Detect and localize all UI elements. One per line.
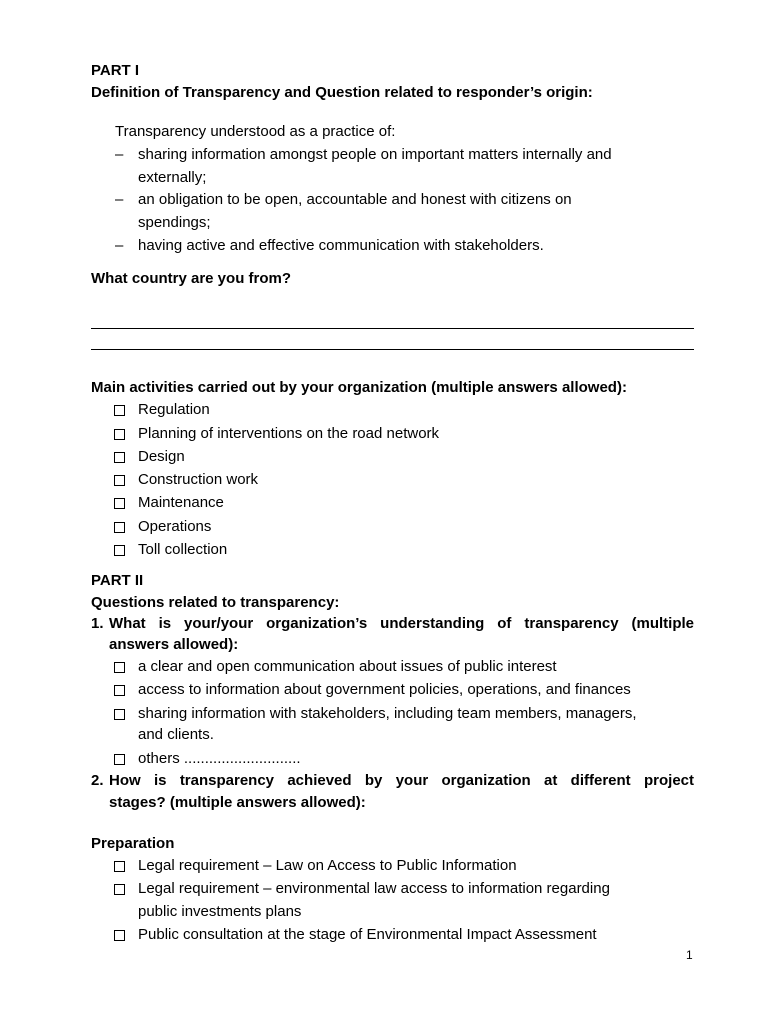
country-question: What country are you from? [91, 270, 292, 287]
preparation-option-label: Legal requirement – Law on Access to Public Information [138, 857, 517, 874]
activity-option-label: Design [138, 448, 185, 465]
checkbox-icon[interactable] [114, 709, 125, 720]
page-number: 1 [686, 948, 693, 962]
dash-bullet-icon: – [115, 191, 124, 208]
checkbox-icon[interactable] [114, 662, 125, 673]
bullet-line: sharing information amongst people on important matters internally and [138, 146, 612, 163]
preparation-option-label: Public consultation at the stage of Environmental Impact Assessment [138, 926, 597, 943]
checkbox-icon[interactable] [114, 452, 125, 463]
q1-text-line-2: answers allowed): [109, 636, 239, 653]
activity-option-label: Toll collection [138, 541, 228, 558]
dash-bullet-icon: – [115, 146, 124, 163]
activity-option-label: Maintenance [138, 494, 224, 511]
checkbox-icon[interactable] [114, 405, 125, 416]
part2-subheading: Questions related to transparency: [91, 594, 340, 611]
dash-bullet-icon: – [115, 237, 124, 254]
activities-question: Main activities carried out by your organization (multiple answers allowed): [91, 379, 627, 396]
checkbox-icon[interactable] [114, 754, 125, 765]
preparation-option-label: Legal requirement – environmental law access to information regarding [138, 880, 610, 897]
part2-heading: PART II [91, 572, 144, 589]
checkbox-icon[interactable] [114, 685, 125, 696]
checkbox-icon[interactable] [114, 498, 125, 509]
bullet-line: an obligation to be open, accountable and honest with citizens on [138, 191, 572, 208]
q1-option-label: access to information about government policies, operations, and finances [138, 681, 631, 698]
checkbox-icon[interactable] [114, 930, 125, 941]
preparation-option-label: public investments plans [138, 903, 302, 920]
activity-option-label: Operations [138, 518, 212, 535]
q1-option-label: a clear and open communication about issues of public interest [138, 658, 557, 675]
preparation-heading: Preparation [91, 835, 175, 852]
bullet-line: spendings; [138, 214, 211, 231]
q1-option-label: others ............................ [138, 750, 301, 767]
q1-option-label: sharing information with stakeholders, including team members, managers, [138, 705, 637, 722]
bullet-line: externally; [138, 169, 207, 186]
checkbox-icon[interactable] [114, 884, 125, 895]
activity-option-label: Regulation [138, 401, 210, 418]
q1-option-label: and clients. [138, 726, 214, 743]
q1-number: 1. [91, 615, 104, 632]
activity-option-label: Construction work [138, 471, 259, 488]
country-answer-line-2[interactable] [91, 349, 694, 350]
activity-option-label: Planning of interventions on the road network [138, 425, 440, 442]
checkbox-icon[interactable] [114, 429, 125, 440]
checkbox-icon[interactable] [114, 861, 125, 872]
checkbox-icon[interactable] [114, 475, 125, 486]
country-answer-line-1[interactable] [91, 328, 694, 329]
q2-text-line-1: How is transparency achieved by your organization at different project [109, 772, 694, 789]
part1-heading: PART I [91, 62, 140, 79]
transparency-intro: Transparency understood as a practice of: [115, 123, 396, 140]
q2-number: 2. [91, 772, 104, 789]
checkbox-icon[interactable] [114, 522, 125, 533]
q1-text-line-1: What is your/your organization’s understanding of transparency (multiple [109, 615, 694, 632]
q2-text-line-2: stages? (multiple answers allowed): [109, 794, 366, 811]
part1-subheading: Definition of Transparency and Question related to responder’s origin: [91, 84, 593, 101]
bullet-line: having active and effective communication with stakeholders. [138, 237, 544, 254]
checkbox-icon[interactable] [114, 545, 125, 556]
